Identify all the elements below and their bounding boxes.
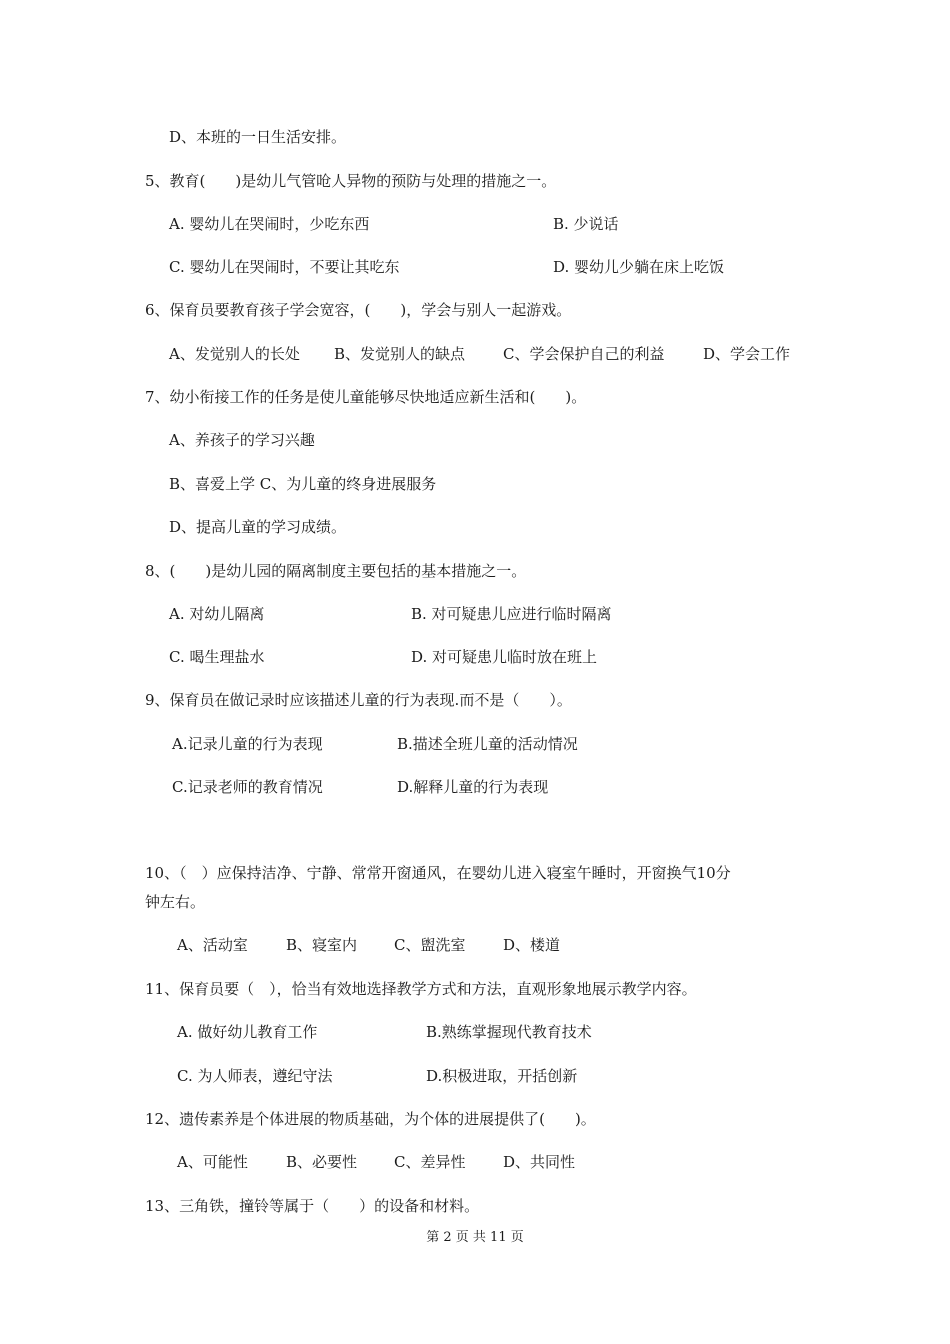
q11-option-d: D.积极进取，开括创新: [426, 1067, 578, 1085]
q10-option-d: D、楼道: [503, 936, 561, 954]
q6-option-d: D、学会工作: [703, 345, 791, 363]
q7-option-a: A、养孩子的学习兴趣: [169, 431, 315, 449]
q5-option-d: D. 婴幼儿少躺在床上吃饭: [553, 258, 725, 276]
q9-option-c: C.记录老师的教育情况: [172, 778, 323, 796]
q5-stem: 5、教育( )是幼儿气管呛人异物的预防与处理的措施之一。: [145, 172, 557, 190]
q6-option-c: C、学会保护自己的利益: [503, 345, 665, 363]
q7-option-bc: B、喜爱上学 C、为儿童的终身进展服务: [169, 475, 437, 493]
q10-option-b: B、寝室内: [286, 936, 358, 954]
q12-option-b: B、必要性: [286, 1153, 358, 1171]
q8-stem: 8、( )是幼儿园的隔离制度主要包括的基本措施之一。: [145, 562, 527, 580]
q8-option-c: C. 喝生理盐水: [169, 648, 265, 666]
q9-option-d: D.解释儿童的行为表现: [397, 778, 549, 796]
q8-option-a: A. 对幼儿隔离: [169, 605, 265, 623]
q6-option-a: A、发觉别人的长处: [169, 345, 300, 363]
q11-option-a: A. 做好幼儿教育工作: [177, 1023, 318, 1041]
q11-stem: 11、保育员要（ ），恰当有效地选择教学方式和方法，直观形象地展示教学内容。: [145, 980, 697, 998]
q7-stem: 7、幼小衔接工作的任务是使儿童能够尽快地适应新生活和( )。: [145, 388, 587, 406]
q12-option-c: C、差异性: [394, 1153, 466, 1171]
q5-option-c: C. 婴幼儿在哭闹时，不要让其吃东: [169, 258, 400, 276]
q4-option-d: D、本班的一日生活安排。: [169, 128, 347, 146]
q12-stem: 12、遗传素养是个体进展的物质基础，为个体的进展提供了( )。: [145, 1110, 596, 1128]
q6-stem: 6、保育员要教育孩子学会宽容，( )，学会与别人一起游戏。: [145, 301, 572, 319]
q9-option-a: A.记录儿童的行为表现: [172, 735, 323, 753]
q9-stem: 9、保育员在做记录时应该描述儿童的行为表现.而不是（ ）。: [145, 691, 572, 709]
q5-option-a: A. 婴幼儿在哭闹时，少吃东西: [169, 215, 370, 233]
q8-option-d: D. 对可疑患儿临时放在班上: [411, 648, 598, 666]
q9-option-b: B.描述全班儿童的活动情况: [397, 735, 578, 753]
q10-stem-line1: 10、（ ）应保持洁净、宁静、常常开窗通风，在婴幼儿进入寝室午睡时，开窗换气10分: [145, 864, 731, 882]
q10-stem-line2: 钟左右。: [145, 893, 206, 911]
q11-option-b: B.熟练掌握现代教育技术: [426, 1023, 592, 1041]
q5-option-b: B. 少说话: [553, 215, 619, 233]
q6-option-b: B、发觉别人的缺点: [334, 345, 466, 363]
q10-option-a: A、活动室: [177, 936, 248, 954]
q11-option-c: C. 为人师表，遵纪守法: [177, 1067, 333, 1085]
q12-option-d: D、共同性: [503, 1153, 576, 1171]
q13-stem: 13、三角铁，撞铃等属于（ ）的设备和材料。: [145, 1197, 480, 1215]
q7-option-d: D、提高儿童的学习成绩。: [169, 518, 347, 536]
q12-option-a: A、可能性: [177, 1153, 248, 1171]
q8-option-b: B. 对可疑患儿应进行临时隔离: [411, 605, 612, 623]
page-number-footer: 第 2 页 共 11 页: [426, 1230, 524, 1245]
q10-option-c: C、盥洗室: [394, 936, 466, 954]
